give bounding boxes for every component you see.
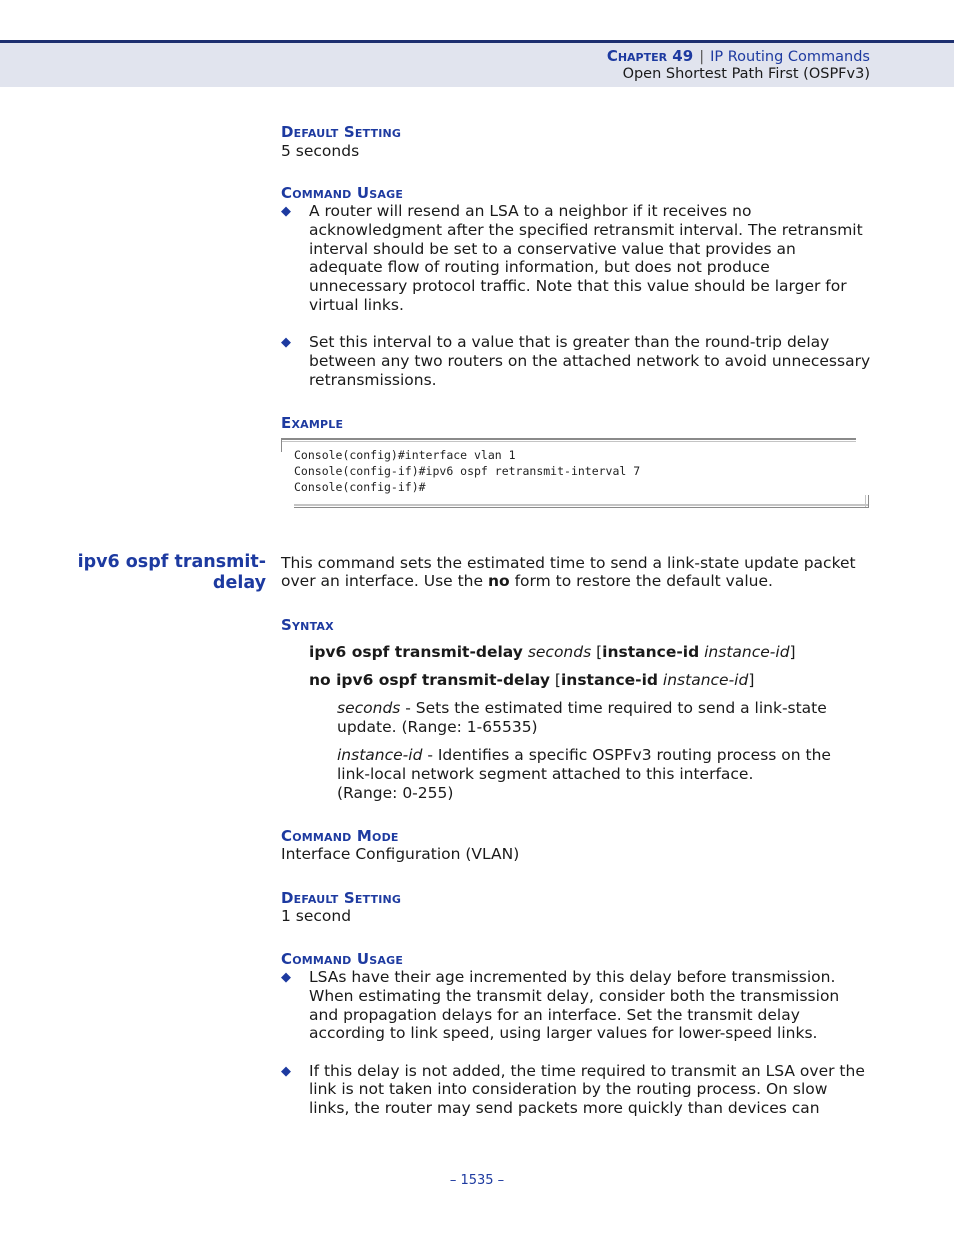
command-title-line: delay	[212, 573, 266, 593]
bullet-line: When estimating the transmit delay, consider both the transmission	[309, 987, 840, 1005]
param-seconds: seconds - Sets the estimated time required to send a link-state	[337, 699, 827, 717]
bullet-line: If this delay is not added, the time required to transmit an LSA over the	[309, 1062, 865, 1080]
syntax-line: ipv6 ospf transmit-delay seconds [instance-id instance-id]	[309, 643, 796, 661]
default-setting-heading: Default Setting	[281, 889, 402, 907]
chapter-label: Chapter 49	[606, 47, 694, 65]
command-usage-heading: Command Usage	[281, 950, 404, 968]
default-setting-heading: Default Setting	[281, 123, 402, 141]
command-title	[78, 552, 266, 594]
bullet-line: links, the router may send packets more quickly than devices can	[309, 1099, 820, 1117]
bullet-line: virtual links.	[309, 296, 404, 314]
syntax-line: no ipv6 ospf transmit-delay [instance-id instance-id]	[309, 671, 755, 689]
header-chapter-line	[607, 47, 870, 65]
bullet-icon: ◆	[281, 204, 291, 219]
bullet-line: retransmissions.	[309, 371, 437, 389]
bullet-icon: ◆	[281, 335, 291, 350]
page-number: – 1535 –	[449, 1173, 505, 1188]
header-separator: |	[699, 49, 705, 65]
param-seconds-range: update. (Range: 1-65535)	[337, 718, 538, 736]
example-heading: Example	[281, 414, 344, 432]
command-mode-value: Interface Configuration (VLAN)	[281, 845, 520, 863]
command-description-line: over an interface. Use the no form to restore the default value.	[281, 572, 773, 590]
param-instance-id-range: (Range: 0-255)	[337, 784, 454, 802]
section-title: Open Shortest Path First (OSPFv3)	[622, 66, 870, 82]
param-instance-id-line: link-local network segment attached to this interface.	[337, 765, 754, 783]
bullet-line: between any two routers on the attached network to avoid unnecessary	[309, 352, 871, 370]
command-mode-heading: Command Mode	[281, 827, 399, 845]
bullet-icon: ◆	[281, 1064, 291, 1079]
bullet-line: according to link speed, using larger values for lower-speed links.	[309, 1024, 818, 1042]
bullet-line: Set this interval to a value that is greater than the round-trip delay	[309, 333, 830, 351]
bullet-icon: ◆	[281, 970, 291, 985]
command-usage-heading: Command Usage	[281, 184, 404, 202]
command-title-line: ipv6 ospf transmit-	[77, 552, 266, 572]
bullet-line: A router will resend an LSA to a neighbor if it receives no	[309, 202, 752, 220]
syntax-heading: Syntax	[281, 616, 334, 634]
bullet-line: interval should be set to a conservative value that provides an	[309, 240, 796, 258]
bullet-line: and propagation delays for an interface. Set the transmit delay	[309, 1006, 800, 1024]
command-description-line: This command sets the estimated time to send a link-state update packet	[281, 554, 856, 572]
code-example	[281, 438, 869, 508]
chapter-title: IP Routing Commands	[710, 49, 870, 65]
bullet-line: link is not taken into consideration by the routing process. On slow	[309, 1080, 828, 1098]
code-line: Console(config)#interface vlan 1	[294, 448, 516, 462]
code-line: Console(config-if)#	[294, 480, 426, 494]
bullet-line: acknowledgment after the specified retransmit interval. The retransmit	[309, 221, 863, 239]
no-keyword: no	[487, 572, 510, 590]
page-header	[0, 40, 954, 87]
bullet-line: adequate flow of routing information, but does not produce	[309, 258, 770, 276]
bullet-line: LSAs have their age incremented by this delay before transmission.	[309, 968, 836, 986]
code-line: Console(config-if)#ipv6 ospf retransmit-interval 7	[294, 464, 641, 478]
bullet-line: unnecessary protocol traffic. Note that this value should be larger for	[309, 277, 847, 295]
default-setting-value: 5 seconds	[281, 142, 360, 160]
param-instance-id: instance-id - Identifies a specific OSPFv3 routing process on the	[337, 746, 831, 764]
default-setting-value: 1 second	[281, 907, 352, 925]
